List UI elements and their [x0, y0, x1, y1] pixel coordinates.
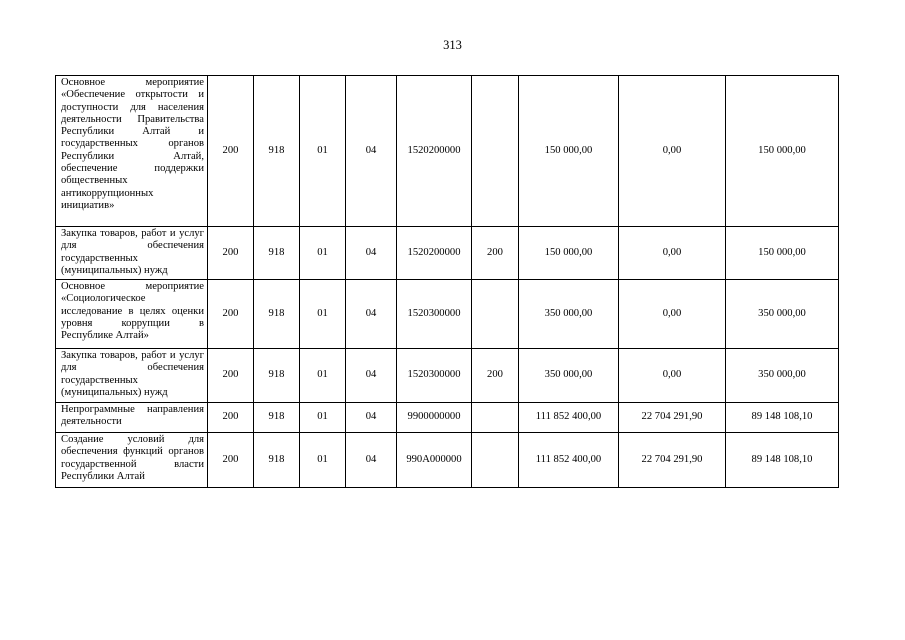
amount1-cell: 150 000,00	[519, 227, 619, 280]
ministry-cell: 918	[254, 403, 300, 433]
code-cell: 200	[208, 76, 254, 227]
expense-type-cell	[472, 280, 519, 349]
table-row	[56, 349, 839, 403]
target-cell: 1520200000	[397, 227, 472, 280]
table-row	[56, 433, 839, 488]
row-name: Закупка товаров, работ и услуг для обеспечения государственных (муниципальных) нужд	[56, 227, 208, 280]
expense-type-cell	[472, 403, 519, 433]
amount1-cell: 111 852 400,00	[519, 433, 619, 488]
section-cell: 01	[300, 433, 346, 488]
ministry-cell: 918	[254, 349, 300, 403]
page-number: 313	[443, 38, 462, 52]
row-name: Основное мероприятие «Социологическое исследование в целях оценки уровня коррупции в Республике Алтай»	[56, 280, 208, 349]
subsection-cell: 04	[346, 349, 397, 403]
section-cell: 01	[300, 76, 346, 227]
amount3-cell: 89 148 108,10	[726, 403, 839, 433]
row-name: Закупка товаров, работ и услуг для обеспечения государственных (муниципальных) нужд	[56, 349, 208, 403]
target-cell: 1520300000	[397, 349, 472, 403]
target-cell: 990А000000	[397, 433, 472, 488]
code-cell: 200	[208, 280, 254, 349]
amount2-cell: 22 704 291,90	[619, 433, 726, 488]
amount3-cell: 150 000,00	[726, 76, 839, 227]
amount2-cell: 0,00	[619, 280, 726, 349]
amount2-cell: 0,00	[619, 227, 726, 280]
expense-type-cell	[472, 433, 519, 488]
subsection-cell: 04	[346, 280, 397, 349]
table-row	[56, 403, 839, 433]
expense-type-cell	[472, 76, 519, 227]
expense-type-cell: 200	[472, 349, 519, 403]
target-cell: 1520300000	[397, 280, 472, 349]
expense-type-cell: 200	[472, 227, 519, 280]
row-name: Основное мероприятие «Обеспечение открытости и доступности для населения деятельности Правительства Республики Алтай и государственных органов Республики Алтай, обеспечение поддержки общественных антикоррупционных инициатив»	[56, 76, 208, 227]
code-cell: 200	[208, 433, 254, 488]
ministry-cell: 918	[254, 280, 300, 349]
ministry-cell: 918	[254, 76, 300, 227]
code-cell: 200	[208, 403, 254, 433]
target-cell: 9900000000	[397, 403, 472, 433]
subsection-cell: 04	[346, 76, 397, 227]
code-cell: 200	[208, 227, 254, 280]
section-cell: 01	[300, 280, 346, 349]
table-row	[56, 227, 839, 280]
amount3-cell: 350 000,00	[726, 349, 839, 403]
row-name: Непрограммные направления деятельности	[56, 403, 208, 433]
section-cell: 01	[300, 227, 346, 280]
amount2-cell: 22 704 291,90	[619, 403, 726, 433]
section-cell: 01	[300, 403, 346, 433]
subsection-cell: 04	[346, 433, 397, 488]
subsection-cell: 04	[346, 227, 397, 280]
amount2-cell: 0,00	[619, 349, 726, 403]
target-cell: 1520200000	[397, 76, 472, 227]
amount3-cell: 350 000,00	[726, 280, 839, 349]
section-cell: 01	[300, 349, 346, 403]
amount1-cell: 350 000,00	[519, 349, 619, 403]
amount3-cell: 89 148 108,10	[726, 433, 839, 488]
amount2-cell: 0,00	[619, 76, 726, 227]
code-cell: 200	[208, 349, 254, 403]
budget-table	[55, 75, 839, 488]
amount1-cell: 150 000,00	[519, 76, 619, 227]
row-name: Создание условий для обеспечения функций органов государственной власти Республики Алтай	[56, 433, 208, 488]
table-row	[56, 280, 839, 349]
subsection-cell: 04	[346, 403, 397, 433]
amount1-cell: 111 852 400,00	[519, 403, 619, 433]
ministry-cell: 918	[254, 433, 300, 488]
amount3-cell: 150 000,00	[726, 227, 839, 280]
ministry-cell: 918	[254, 227, 300, 280]
table-row	[56, 76, 839, 227]
amount1-cell: 350 000,00	[519, 280, 619, 349]
